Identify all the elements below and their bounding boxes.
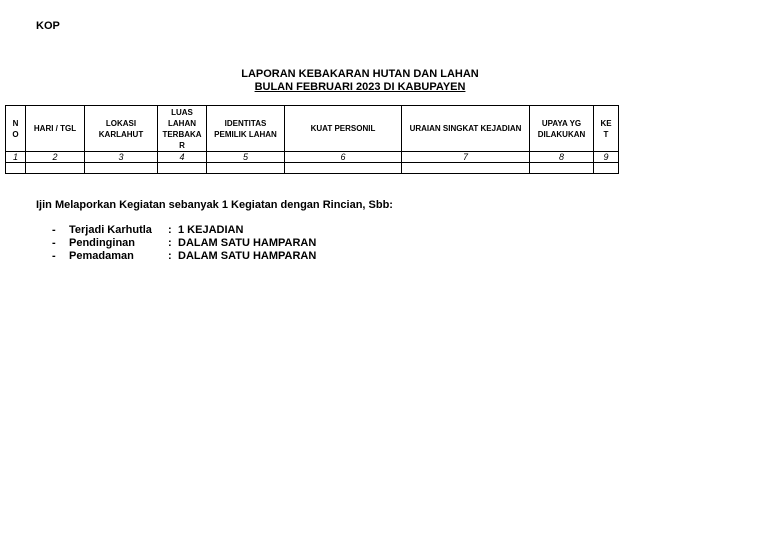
detail-list — [52, 224, 316, 263]
empty-cell — [26, 163, 85, 174]
report-subtitle: BULAN FEBRUARI 2023 DI KABUPAYEN — [254, 81, 466, 93]
col-number: 2 — [26, 152, 85, 163]
header-hari-tgl: HARI / TGL — [26, 106, 85, 152]
table-header-row — [6, 106, 619, 152]
table-empty-row — [6, 163, 619, 174]
empty-cell — [158, 163, 207, 174]
col-number: 5 — [207, 152, 285, 163]
empty-cell — [285, 163, 402, 174]
item-value: 1 KEJADIAN — [178, 224, 244, 236]
empty-cell — [85, 163, 158, 174]
item-label: Terjadi Karhutla — [69, 224, 152, 236]
item-value: DALAM SATU HAMPARAN — [178, 250, 317, 262]
header-luas-lahan: LUAS LAHAN TERBAKA R — [158, 106, 207, 152]
col-number: 4 — [158, 152, 207, 163]
empty-cell — [402, 163, 530, 174]
col-number: 6 — [285, 152, 402, 163]
header-ket: KE T — [594, 106, 619, 152]
header-lokasi: LOKASI KARLAHUT — [85, 106, 158, 152]
header-identitas: IDENTITAS PEMILIK LAHAN — [207, 106, 285, 152]
bullet-dash: - — [52, 250, 56, 262]
header-kuat-personil: KUAT PERSONIL — [285, 106, 402, 152]
empty-cell — [6, 163, 26, 174]
col-number: 7 — [402, 152, 530, 163]
intro-paragraph: Ijin Melaporkan Kegiatan sebanyak 1 Kegiatan dengan Rincian, Sbb: — [36, 199, 393, 211]
table-number-row — [6, 152, 619, 163]
col-number: 9 — [594, 152, 619, 163]
header-no: N O — [6, 106, 26, 152]
header-uraian: URAIAN SINGKAT KEJADIAN — [402, 106, 530, 152]
report-table — [5, 105, 619, 174]
col-number: 3 — [85, 152, 158, 163]
empty-cell — [207, 163, 285, 174]
item-label: Pendinginan — [69, 237, 135, 249]
list-item — [52, 250, 316, 263]
item-label: Pemadaman — [69, 250, 134, 262]
bullet-dash: - — [52, 224, 56, 236]
report-title: LAPORAN KEBAKARAN HUTAN DAN LAHAN — [241, 68, 479, 80]
item-colon: : — [168, 237, 172, 249]
col-number: 8 — [530, 152, 594, 163]
header-upaya: UPAYA YG DILAKUKAN — [530, 106, 594, 152]
list-item — [52, 237, 316, 250]
item-colon: : — [168, 250, 172, 262]
item-value: DALAM SATU HAMPARAN — [178, 237, 317, 249]
bullet-dash: - — [52, 237, 56, 249]
kop-label: KOP — [36, 20, 60, 32]
list-item — [52, 224, 316, 237]
empty-cell — [530, 163, 594, 174]
empty-cell — [594, 163, 619, 174]
col-number: 1 — [6, 152, 26, 163]
item-colon: : — [168, 224, 172, 236]
